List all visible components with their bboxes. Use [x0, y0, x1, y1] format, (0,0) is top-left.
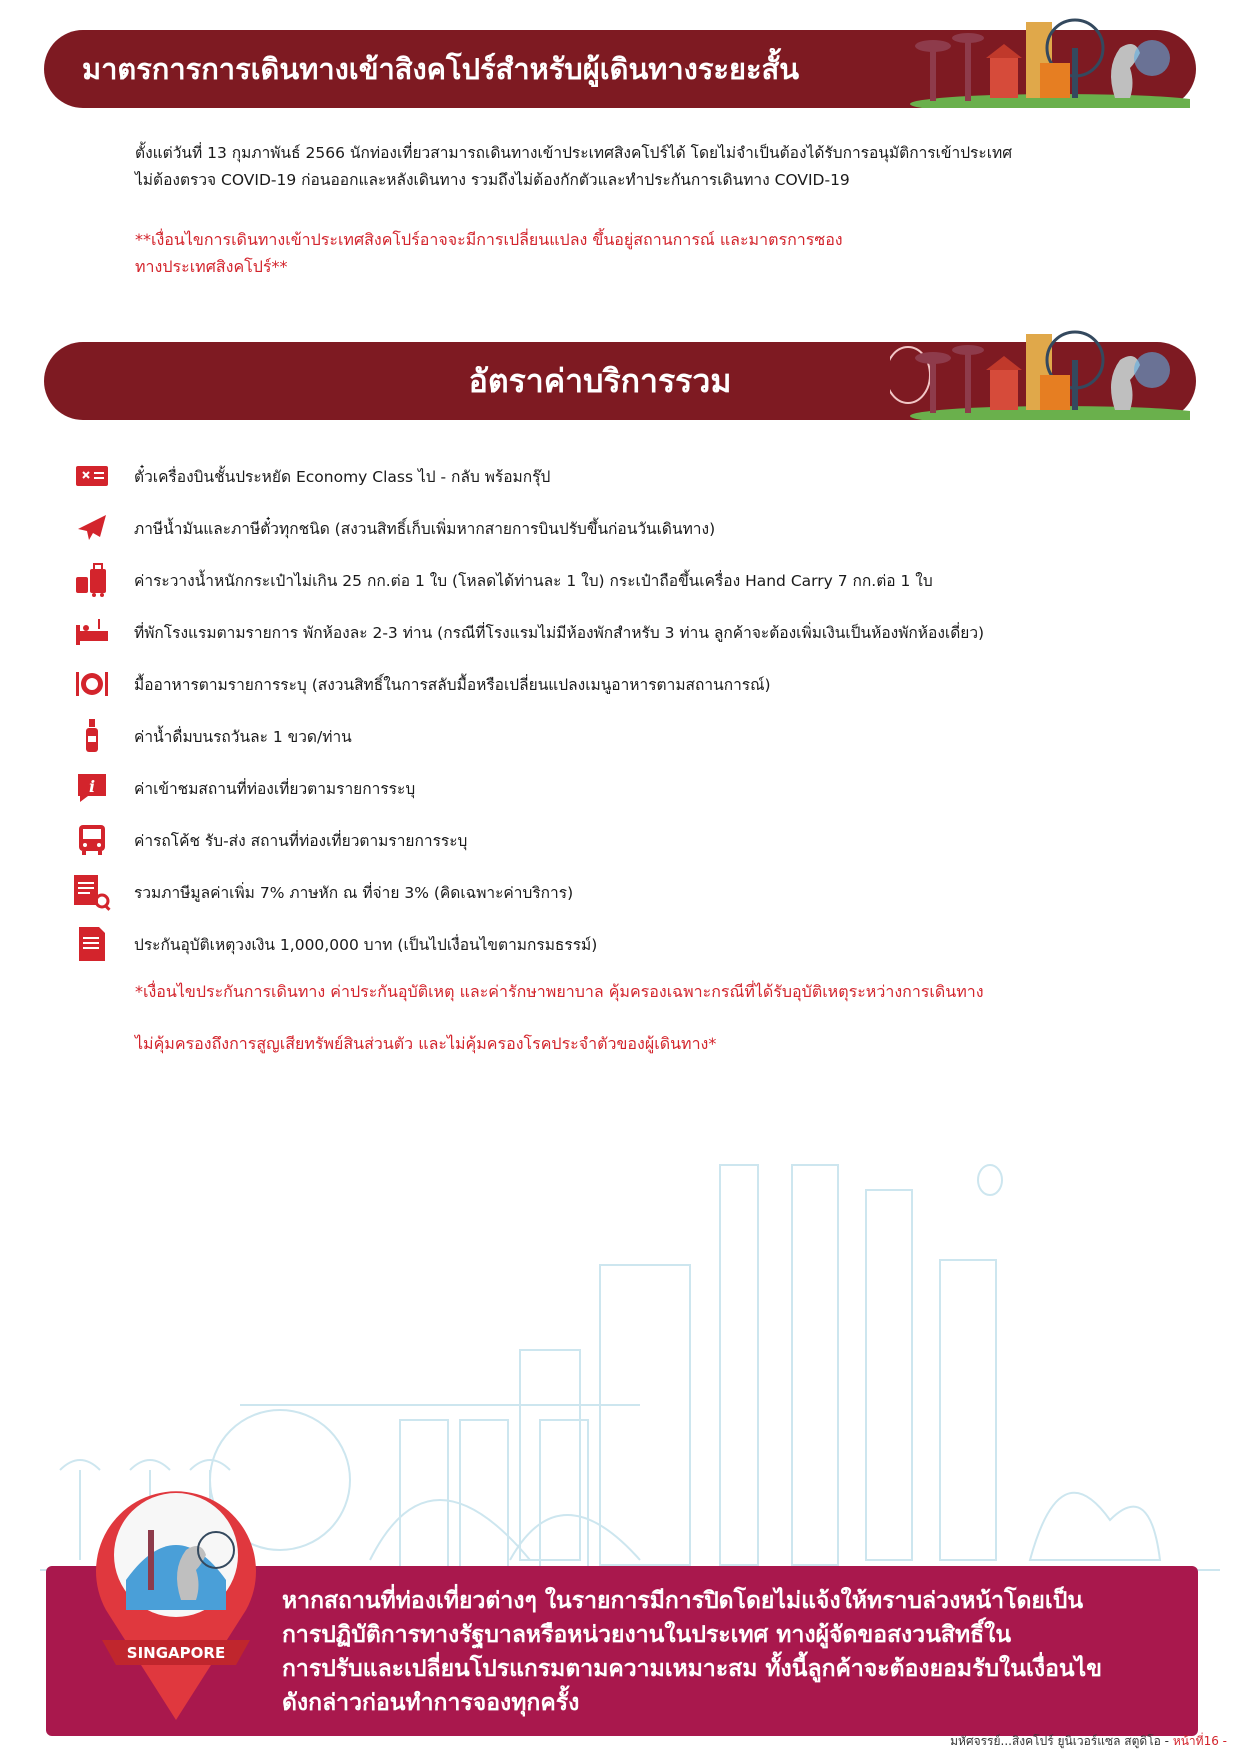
singapore-landmarks-illustration: [890, 8, 1190, 108]
list-item-text: ค่ารถโค้ช รับ-ส่ง สถานที่ท่องเที่ยวตามรายการระบุ: [134, 831, 468, 850]
hotel-bed-icon: [70, 612, 114, 652]
insurance-document-icon: [70, 924, 114, 964]
list-item: [70, 606, 1200, 658]
singapore-landmarks-illustration: [890, 320, 1190, 420]
list-item: [70, 554, 1200, 606]
list-item: [70, 450, 1200, 502]
singapore-map-pin-illustration: [86, 1470, 266, 1730]
section-title: มาตรการการเดินทางเข้าสิงคโปร์สำหรับผู้เดินทางระยะสั้น: [82, 52, 800, 86]
disclaimer-line: หากสถานที่ท่องเที่ยวต่างๆ ในรายการมีการปิดโดยไม่แจ้งให้ทราบล่วงหน้าโดยเป็น: [282, 1588, 1084, 1614]
list-item: [70, 710, 1200, 762]
ticket-icon: [70, 456, 114, 496]
paragraph-line: ตั้งแต่วันที่ 13 กุมภาพันธ์ 2566 นักท่องเที่ยวสามารถเดินทางเข้าประเทศสิงคโปร์ได้ โดยไม่จำเป็นต้องได้รับการอนุมัติการเข้าประเทศ: [135, 144, 1013, 162]
water-bottle-icon: [70, 716, 114, 756]
svg-text:i: i: [88, 777, 96, 796]
vat-document-icon: [70, 872, 114, 912]
luggage-icon: [70, 560, 114, 600]
pin-label: SINGAPORE: [126, 1644, 226, 1662]
list-item-text: ค่าเข้าชมสถานที่ท่องเที่ยวตามรายการระบุ: [134, 779, 416, 798]
disclaimer-text: [282, 1584, 1162, 1720]
note-line: ทางประเทศสิงคโปร์**: [135, 257, 288, 276]
info-icon: [70, 768, 114, 808]
note-line: **เงื่อนไขการเดินทางเข้าประเทศสิงคโปร์อาจจะมีการเปลี่ยนแปลง ขึ้นอยู่สถานการณ์ และมาตรการซอง: [135, 230, 843, 249]
list-item-text: มื้ออาหารตามรายการระบุ (สงวนสิทธิ์ในการสลับมื้อหรือเปลี่ยนแปลงเมนูอาหารตามสถานการณ์): [134, 675, 771, 694]
disclaimer-line: การปรับและเปลี่ยนโปรแกรมตามความเหมาะสม ทั้งนี้ลูกค้าจะต้องยอมรับในเงื่อนไข: [282, 1656, 1102, 1682]
list-item: [70, 762, 1200, 814]
travel-measures-note: [135, 226, 1145, 280]
airplane-icon: [70, 508, 114, 548]
travel-measures-paragraph: [135, 140, 1145, 194]
list-item-text: ที่พักโรงแรมตามรายการ พักห้องละ 2-3 ท่าน (กรณีที่โรงแรมไม่มีห้องพักสำหรับ 3 ท่าน ลูกค้าจะต้องเพิ่มเงินเป็นห้องพักห้องเดี่ยว): [134, 623, 985, 642]
bus-icon: [70, 820, 114, 860]
list-item: [70, 658, 1200, 710]
list-item-text: ค่าน้ำดื่มบนรถวันละ 1 ขวด/ท่าน: [134, 727, 352, 746]
page-footer: [950, 1732, 1227, 1751]
list-item: [70, 502, 1200, 554]
paragraph-line: ไม่ต้องตรวจ COVID-19 ก่อนออกและหลังเดินทาง รวมถึงไม่ต้องกักตัวและทำประกันการเดินทาง COVID-19: [135, 171, 850, 189]
insurance-note-line: ไม่คุ้มครองถึงการสูญเสียทรัพย์สินส่วนตัว และไม่คุ้มครองโรคประจำตัวของผู้เดินทาง*: [135, 1034, 717, 1053]
list-item: [70, 814, 1200, 866]
page-number: หน้าที่16 -: [1172, 1734, 1227, 1748]
section-title: อัตราค่าบริการรวม: [468, 361, 732, 400]
disclaimer-line: ดังกล่าวก่อนทำการจองทุกครั้ง: [282, 1690, 580, 1716]
list-item: [70, 918, 1200, 970]
list-item-text: รวมภาษีมูลค่าเพิ่ม 7% ภาษหัก ณ ที่จ่าย 3% (คิดเฉพาะค่าบริการ): [134, 883, 574, 902]
disclaimer-line: การปฏิบัติการทางรัฐบาลหรือหน่วยงานในประเทศ ทางผู้จัดขอสงวนสิทธิ์ใน: [282, 1622, 1012, 1648]
list-item-text: ภาษีน้ำมันและภาษีตั๋วทุกชนิด (สงวนสิทธิ์เก็บเพิ่มหากสายการบินปรับขึ้นก่อนวันเดินทาง): [134, 519, 716, 538]
list-item-text: ประกันอุบัติเหตุวงเงิน 1,000,000 บาท (เป็นไปเงื่อนไขตามกรมธรรม์): [134, 935, 598, 954]
list-item-text: ค่าระวางน้ำหนักกระเป๋าไม่เกิน 25 กก.ต่อ 1 ใบ (โหลดได้ท่านละ 1 ใบ) กระเป๋าถือขึ้นเครื่อง Hand Carry 7 กก.ต่อ 1 ใบ: [134, 571, 933, 590]
list-item: [70, 866, 1200, 918]
plate-cutlery-icon: [70, 664, 114, 704]
footer-title: มหัศจรรย์...สิงคโปร์ ยูนิเวอร์แซล สตูดิโอ -: [950, 1734, 1173, 1748]
included-services-list: [70, 450, 1200, 970]
insurance-note-line: *เงื่อนไขประกันการเดินทาง ค่าประกันอุบัติเหตุ และค่ารักษาพยาบาล คุ้มครองเฉพาะกรณีที่ได้รับอุบัติเหตุระหว่างการเดินทาง: [135, 982, 984, 1001]
list-item-text: ตั๋วเครื่องบินชั้นประหยัด Economy Class ไป - กลับ พร้อมกรุ๊ป: [134, 467, 551, 486]
